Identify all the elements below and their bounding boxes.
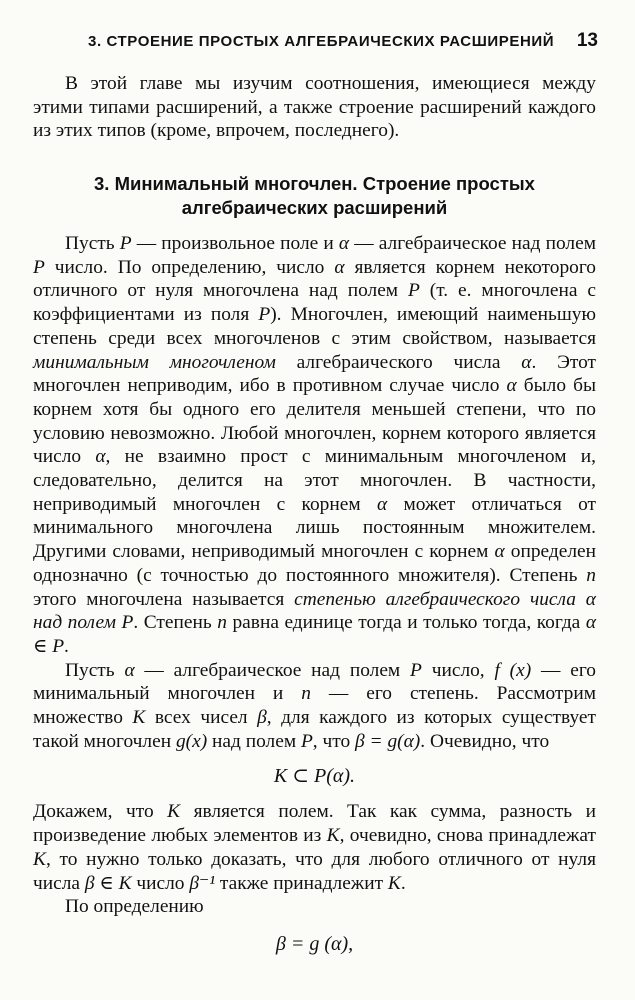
display-formula-1: K ⊂ P(α). [273, 765, 356, 788]
page-number: 13 [576, 30, 598, 51]
text: ). Многочлен, имеющий наименьшую степень среди всех многочленов с этим свойством, называется [33, 304, 596, 349]
math-symbol: n [301, 683, 311, 705]
math-expression: f (x) [494, 659, 532, 681]
text: (т. е. многочлена с коэффициентами из поля [33, 280, 596, 326]
text: число [131, 872, 190, 894]
text: Пусть [65, 659, 125, 681]
text: равна единице тогда и только тогда, когда [226, 612, 586, 634]
emphasis-term: минимальным многочленом [33, 351, 276, 373]
page-header [88, 30, 598, 52]
text: Пусть [65, 233, 120, 254]
text: , не взаимно прост с минимальным многочленом и, следовательно, делится на этот многочлен. В частности, неприводимый многочлен с корнем [33, 446, 596, 515]
text: . [64, 635, 69, 657]
math-expression: α ∈ P [33, 612, 596, 657]
text: , что [312, 730, 356, 752]
math-symbol: K [387, 872, 401, 894]
math-symbol: P [33, 256, 45, 278]
section-title-line-1: 3. Минимальный многочлен. Строение простых [94, 173, 535, 194]
text: алгебраического числа [275, 351, 522, 373]
text: число, [421, 659, 495, 681]
text: всех чисел [145, 707, 258, 729]
intro-paragraph [33, 72, 596, 143]
text: является корнем некоторого отличного от нуля многочлена над полем [33, 256, 596, 302]
display-formula-2: β = g (α), [275, 932, 354, 955]
paragraph-3 [33, 800, 596, 895]
math-symbol: P [408, 280, 420, 302]
math-expression: g(x) [175, 730, 208, 752]
text: над полем [207, 730, 301, 752]
text: может отличаться от минимального многочлена лишь постоянным множителем. Другими словами, неприводимый многочлен с корнем [33, 493, 596, 563]
intro-text: В этой главе мы изучим соотношения, имеющиеся между этими типами расширений, а также строение расширений каждого из этих типов (кроме, впрочем, последнего). [33, 73, 596, 142]
text: также принадлежит [215, 872, 388, 894]
paragraph-1 [33, 232, 596, 659]
math-symbol: α [506, 375, 517, 397]
emphasis-term: степенью алгебраического числа α над полем P [33, 588, 596, 634]
text: — алгебраическое над полем [349, 233, 596, 254]
text: , очевидно, снова принадлежат [339, 825, 596, 847]
text: было бы корнем хотя бы одного его делителя меньшей степени, что по условию невозможно. Любой многочлен, корнем которого является число [33, 375, 596, 468]
text: является полем. Так как сумма, разность и произведение любых элементов из [33, 801, 597, 847]
text: — его степень. Рассмотрим множество [33, 683, 596, 729]
text: . Степень [133, 612, 218, 634]
math-expression: β ∈ K [84, 872, 132, 894]
paragraph-4: По определению [65, 896, 204, 918]
text: этого многочлена называется [33, 588, 295, 610]
text: число. По определению, число [44, 256, 335, 278]
math-symbol: α [494, 541, 505, 563]
main-text [33, 232, 596, 969]
math-symbol: α [338, 233, 350, 254]
math-symbol: P [300, 730, 313, 752]
math-symbol: α [334, 256, 345, 278]
text: . [400, 872, 406, 894]
math-symbol: n [586, 564, 596, 586]
text: . Этот многочлен неприводим, ибо в противном случае число [33, 351, 596, 397]
math-symbol: α [521, 351, 532, 373]
math-symbol: K [33, 848, 46, 870]
math-symbol: K [132, 707, 146, 729]
math-symbol: β [257, 707, 267, 729]
text: , то нужно только доказать, что для любого отличного от нуля числа [33, 848, 596, 894]
text: — его минимальный многочлен и [33, 659, 597, 705]
math-symbol: P [119, 233, 132, 254]
math-symbol: K [167, 801, 181, 823]
running-title: 3. СТРОЕНИЕ ПРОСТЫХ АЛГЕБРАИЧЕСКИХ РАСШИРЕНИЙ [88, 33, 555, 50]
text: Докажем, что [33, 801, 168, 823]
text: определен однозначно (с точностью до постоянного множителя). Степень [33, 541, 596, 586]
text: — произвольное поле и [131, 233, 339, 254]
text: , для каждого из которых существует такой многочлен [33, 707, 596, 752]
math-symbol: α [376, 493, 388, 515]
math-symbol: α [95, 446, 106, 468]
math-expression: β⁻¹ [189, 872, 216, 894]
math-symbol: P [258, 304, 271, 326]
math-symbol: n [217, 612, 227, 634]
section-title [33, 172, 596, 220]
math-symbol: K [326, 825, 340, 847]
math-expression: β = g(α) [355, 730, 421, 752]
text: — алгебраическое над полем [134, 659, 411, 681]
math-symbol: α [124, 659, 135, 681]
paragraph-2 [33, 659, 596, 754]
text: . Очевидно, что [420, 730, 550, 752]
section-title-line-2: алгебраических расширений [181, 197, 448, 218]
math-symbol: P [410, 659, 422, 681]
